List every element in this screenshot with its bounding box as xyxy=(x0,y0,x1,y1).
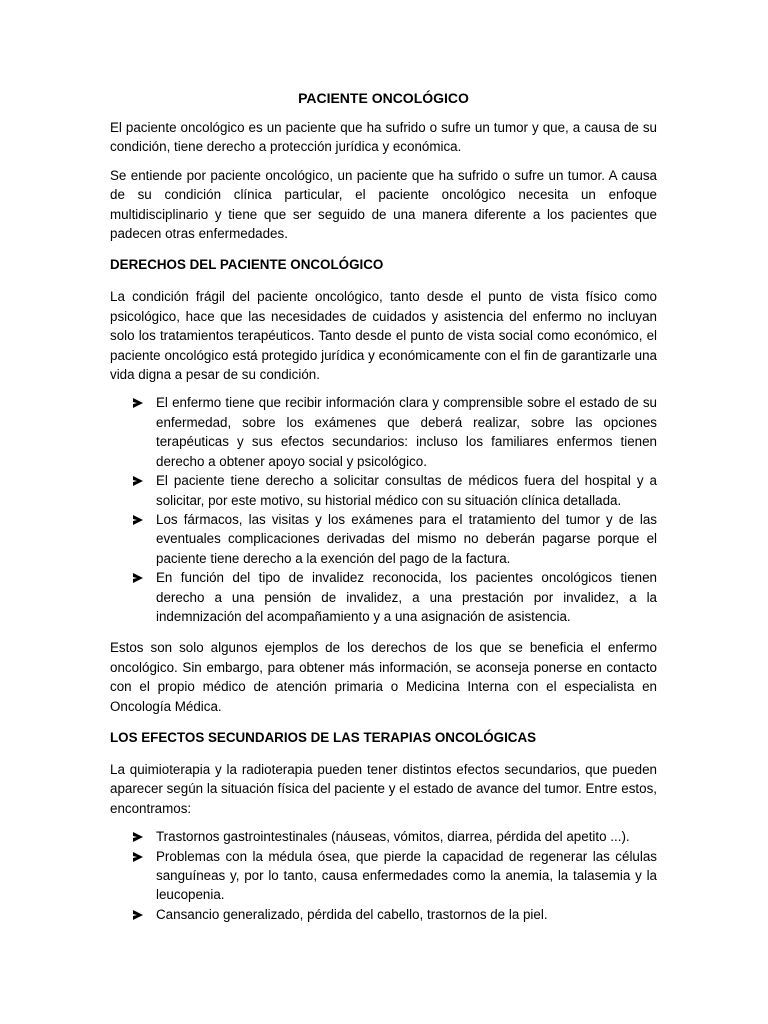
list-item xyxy=(110,905,657,924)
rights-paragraph: La condición frágil del paciente oncológico, tanto desde el punto de vista físico como psicológico, hace que las necesidades de cuidados y asistencia del enfermo no incluyan solo los tratamientos terapéuticos. Tanto desde el punto de vista social como económico, el paciente oncológico está protegido jurídica y económicamente con el fin de garantizarle una vida digna a pesar de su condición. xyxy=(110,289,657,383)
rights-closing-paragraph: Estos son solo algunos ejemplos de los derechos de los que se beneficia el enfermo oncológico. Sin embargo, para obtener más información, se aconseja ponerse en contacto con el propio médico de atención primaria o Medicina Interna con el especialista en Oncología Médica. xyxy=(110,640,657,714)
intro-paragraph-2: Se entiende por paciente oncológico, un paciente que ha sufrido o sufre un tumor. A causa de su condición clínica particular, el paciente oncológico necesita un enfoque multidisciplinario y tiene que ser seguido de una manera diferente a los pacientes que padecen otras enfermedades. xyxy=(110,167,657,242)
side-effects-list xyxy=(110,827,657,924)
list-item-text: Los fármacos, las visitas y los exámenes para el tratamiento del tumor y de las eventuales complicaciones derivadas del mismo no deberán pagarse porque el paciente tiene derecho a la exención del pago de la factura. xyxy=(156,511,657,566)
intro-paragraph-1: El paciente oncológico es un paciente que ha sufrido o sufre un tumor y que, a causa de su condición, tiene derecho a protección jurídica y económica. xyxy=(110,120,657,155)
list-item-text: El enfermo tiene que recibir información clara y comprensible sobre el estado de su enfermedad, sobre los exámenes que deberá realizar, sobre las opciones terapéuticas y sus efectos secundarios: incluso los familiares enfermos tienen derecho a obtener apoyo social y psicológico. xyxy=(156,395,657,469)
side-effects-paragraph: La quimioterapia y la radioterapia pueden tener distintos efectos secundarios, que pueden aparecer según la situación física del paciente y el estado de avance del tumor. Entre estos, encontramos: xyxy=(110,761,657,816)
list-item xyxy=(110,393,657,471)
right-arrowhead-icon xyxy=(133,476,143,486)
side-effects-heading: LOS EFECTOS SECUNDARIOS DE LAS TERAPIAS ONCOLÓGICAS xyxy=(110,729,537,745)
list-item-text: El paciente tiene derecho a solicitar consultas de médicos fuera del hospital y a solicitar, por este motivo, su historial médico con su situación clínica detallada. xyxy=(156,473,657,508)
document-body xyxy=(110,88,657,936)
rights-heading: DERECHOS DEL PACIENTE ONCOLÓGICO xyxy=(110,257,384,273)
list-item-text: En función del tipo de invalidez reconocida, los pacientes oncológicos tienen derecho a una pensión de invalidez, a una prestación por invalidez, a la indemnización del acompañamiento y a una asignación de asistencia. xyxy=(156,570,657,624)
right-arrowhead-icon xyxy=(133,910,143,920)
list-item-text: Cansancio generalizado, pérdida del cabello, trastornos de la piel. xyxy=(156,906,548,922)
document-title: PACIENTE ONCOLÓGICO xyxy=(298,90,469,106)
list-item-text: Trastornos gastrointestinales (náuseas, vómitos, diarrea, pérdida del apetito ...). xyxy=(156,829,630,845)
right-arrowhead-icon xyxy=(133,515,143,525)
list-item-text: Problemas con la médula ósea, que pierde la capacidad de regenerar las células sanguíneas y, por lo tanto, causa enfermedades como la anemia, la talasemia y la leucopenia. xyxy=(156,848,657,903)
list-item xyxy=(110,568,657,626)
rights-list xyxy=(110,393,657,626)
right-arrowhead-icon xyxy=(133,852,143,862)
right-arrowhead-icon xyxy=(133,398,143,408)
list-item xyxy=(110,847,657,905)
list-item xyxy=(110,827,657,846)
list-item xyxy=(110,510,657,568)
right-arrowhead-icon xyxy=(133,832,143,842)
right-arrowhead-icon xyxy=(133,573,143,583)
list-item xyxy=(110,471,657,510)
